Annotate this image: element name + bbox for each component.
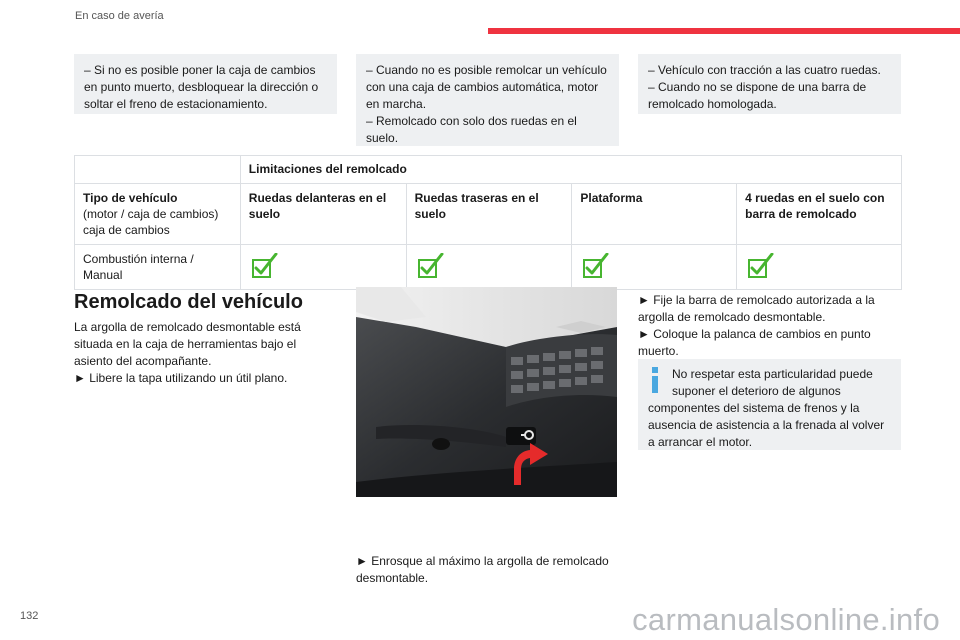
header-sublabel: caja de cambios — [83, 223, 170, 237]
bumper-photo — [356, 287, 617, 497]
note-line: – Cuando no es posible remolcar un vehículo — [366, 63, 607, 77]
header-label: suelo — [248, 207, 281, 221]
watermark: carmanualsonline.info — [632, 602, 940, 637]
note-line: – Remolcado con solo dos ruedas en el — [366, 114, 577, 128]
paragraph-line: muerto. — [638, 344, 679, 358]
section-header: En caso de avería — [75, 10, 164, 22]
table-empty-cell — [75, 156, 241, 184]
paragraph-line: ► Coloque la palanca de cambios en punto — [638, 327, 871, 341]
bumper-illustration — [356, 287, 617, 497]
info-line: a arrancar el motor. — [648, 435, 753, 449]
section-title: Remolcado del vehículo — [74, 291, 303, 313]
info-icon — [650, 367, 660, 393]
checkbox-checked-icon — [418, 253, 444, 279]
header-label: Tipo de vehículo — [83, 191, 178, 205]
note-line: con una caja de cambios automática, motor — [366, 80, 599, 94]
header-label: 4 ruedas en el suelo con — [745, 191, 885, 205]
column-header-front-wheels — [240, 184, 406, 245]
header-label: suelo — [414, 207, 446, 221]
info-line: No respetar esta particularidad puede — [672, 367, 873, 381]
note-line: en punto muerto, desbloquear la dirección o — [84, 80, 319, 94]
column-header-platform — [572, 184, 737, 245]
note-line: – Si no es posible poner la caja de cambios — [84, 63, 316, 77]
page-number: 132 — [20, 610, 39, 622]
note-box-2 — [356, 54, 619, 146]
intro-paragraph — [74, 319, 339, 387]
paragraph-line: La argolla de remolcado desmontable está — [74, 320, 301, 334]
checkbox-checked-icon — [583, 253, 609, 279]
allowed-cell — [406, 245, 572, 290]
info-box — [638, 359, 901, 450]
note-line: soltar el freno de estacionamiento. — [84, 97, 268, 111]
table-header-row — [75, 156, 902, 184]
info-line: suponer el deterioro de algunos — [672, 384, 841, 398]
allowed-cell — [240, 245, 406, 290]
allowed-cell — [737, 245, 902, 290]
allowed-cell — [572, 245, 737, 290]
paragraph-line: situada en la caja de herramientas bajo el — [74, 337, 297, 351]
checkbox-checked-icon — [252, 253, 278, 279]
header-label: barra de remolcado — [745, 207, 857, 221]
header-label: Ruedas delanteras en el — [248, 191, 387, 205]
towing-limitations-table — [74, 155, 902, 290]
checkbox-checked-icon — [748, 253, 774, 279]
paragraph-line: ► Libere la tapa utilizando un útil plano. — [74, 371, 288, 385]
column-header-four-wheels — [737, 184, 902, 245]
paragraph-line: desmontable. — [356, 571, 429, 585]
vehicle-type-cell — [75, 245, 241, 290]
table-column-headers — [75, 184, 902, 245]
note-line: suelo. — [366, 131, 399, 145]
note-line: – Cuando no se dispone de una barra de — [648, 80, 867, 94]
cell-text: Manual — [83, 268, 123, 282]
column-header-rear-wheels — [406, 184, 572, 245]
paragraph-line: ► Enrosque al máximo la argolla de remolcado — [356, 554, 609, 568]
paragraph-line: argolla de remolcado desmontable. — [638, 310, 826, 324]
note-box-1 — [74, 54, 337, 114]
vehicle-type-header — [75, 184, 241, 245]
note-line: remolcado homologada. — [648, 97, 777, 111]
header-accent-bar — [488, 28, 960, 34]
header-label: Ruedas traseras en el — [414, 191, 539, 205]
info-line: componentes del sistema de frenos y la — [648, 401, 860, 415]
screw-instruction — [356, 553, 626, 587]
table-title: Limitaciones del remolcado — [240, 156, 901, 184]
note-box-3 — [638, 54, 901, 114]
fix-instruction — [638, 292, 903, 360]
cell-text: Combustión interna / — [83, 252, 194, 266]
header-sublabel: (motor / caja de cambios) — [83, 207, 219, 221]
note-line: en marcha. — [366, 97, 427, 111]
info-line: ausencia de asistencia a la frenada al volver — [648, 418, 885, 432]
header-label: Plataforma — [580, 191, 643, 205]
paragraph-line: asiento del acompañante. — [74, 354, 212, 368]
note-line: – Vehículo con tracción a las cuatro ruedas. — [648, 63, 881, 77]
table-row — [75, 245, 902, 290]
paragraph-line: ► Fije la barra de remolcado autorizada a la — [638, 293, 875, 307]
